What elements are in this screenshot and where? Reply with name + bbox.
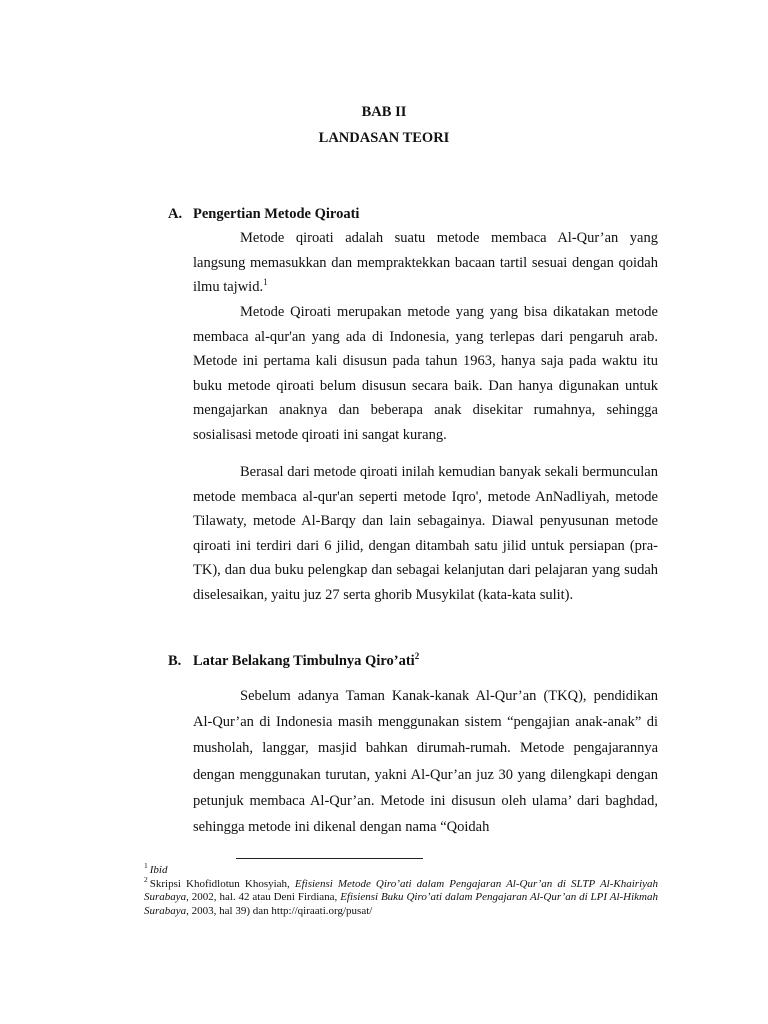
section-b-label: B. [168,653,182,669]
footnote-end[interactable]: , 2003, hal 39) dan http://qiraati.org/pusat/ [186,904,373,917]
section-a-heading [168,206,359,223]
chapter-number: BAB II [361,104,407,120]
footnotes [144,861,659,918]
chapter-title: LANDASAN TEORI [318,130,450,146]
section-a-paragraph-2: Metode Qiroati merupakan metode yang yang bisa dikatakan metode membaca al-qur'an yang ada di Indonesia, yang terlepas dari pengaruh arab. Metode ini pertama kali disusun pada tahun 1963, hanya saja pada waktu itu buku metode qiroati belum disusun secara baik. Dan hanya digunakan untuk mengajarkan anaknya dan beberapa anak disekitar rumahnya, sehingga sosialisasi metode qiroati ini sangat kurang. [193,304,658,443]
footnote-middle: , 2002, hal. 42 atau Deni Firdiana, [186,891,338,903]
paragraph-text: Metode qiroati adalah suatu metode membaca Al-Qur’an yang langsung memasukkan dan mempraktekkan bacaan tartil sesuai dengan qoidah ilmu tajwid. [193,230,658,296]
footnote-ref-1[interactable]: 1 [263,277,268,288]
footnote-ref-2[interactable]: 2 [414,651,420,662]
section-b-heading [168,653,419,670]
section-a-label: A. [168,206,183,222]
footnote-1 [144,861,658,878]
section-a-paragraph-3: Berasal dari metode qiroati inilah kemudian banyak sekali bermunculan metode membaca al-qur'an seperti metode Iqro', metode AnNadliyah, metode Tilawaty, metode Al-Barqy dan lain sebagainya. Diawal penyusunan metode qiroati ini terdiri dari 6 jilid, dengan ditambah satu jilid untuk persiapan (pra-TK), dan dua buku pelengkap dan sebagai kelanjutan dari pelajaran yang sudah diselesaikan, yaitu juz 27 serta ghorib Musykilat (kata-kata sulit). [193,464,658,603]
footnote-title-2: Efisiensi Buku Qiro’ati dalam Pengajaran Al-Qur’an di LPI Al-Hikmah Surabaya [144,891,659,917]
footnote-author: Skripsi Khofidlotun Khosyiah, [149,877,290,890]
footnote-2 [144,874,659,919]
footnote-number: 2 [144,874,148,884]
footnote-separator [236,858,423,859]
section-b-title: Latar Belakang Timbulnya Qiro’ati [193,653,415,669]
section-a-title: Pengertian Metode Qiroati [193,206,360,222]
section-a-paragraph-1 [193,226,658,300]
footnote-text: Ibid [149,864,168,876]
footnote-number: 1 [144,861,148,871]
footnote-title-1: Efisiensi Metode Qiro’ati dalam Pengajaran Al-Qur’an di SLTP Al-Khairiyah Surabaya [144,877,659,903]
section-b-paragraph-1: Sebelum adanya Taman Kanak-kanak Al-Qur’an (TKQ), pendidikan Al-Qur’an di Indonesia masih menggunakan sistem “pengajian anak-anak” di musholah, langgar, masjid bahkan dirumah-rumah. Metode pengajarannya dengan menggunakan turutan, yakni Al-Qur’an juz 30 yang dilengkapi dengan petunjuk membaca Al-Qur’an. Metode ini disusun oleh ulama’ dari baghdad, sehingga metode ini dikenal dengan nama “Qoidah [193,688,658,836]
